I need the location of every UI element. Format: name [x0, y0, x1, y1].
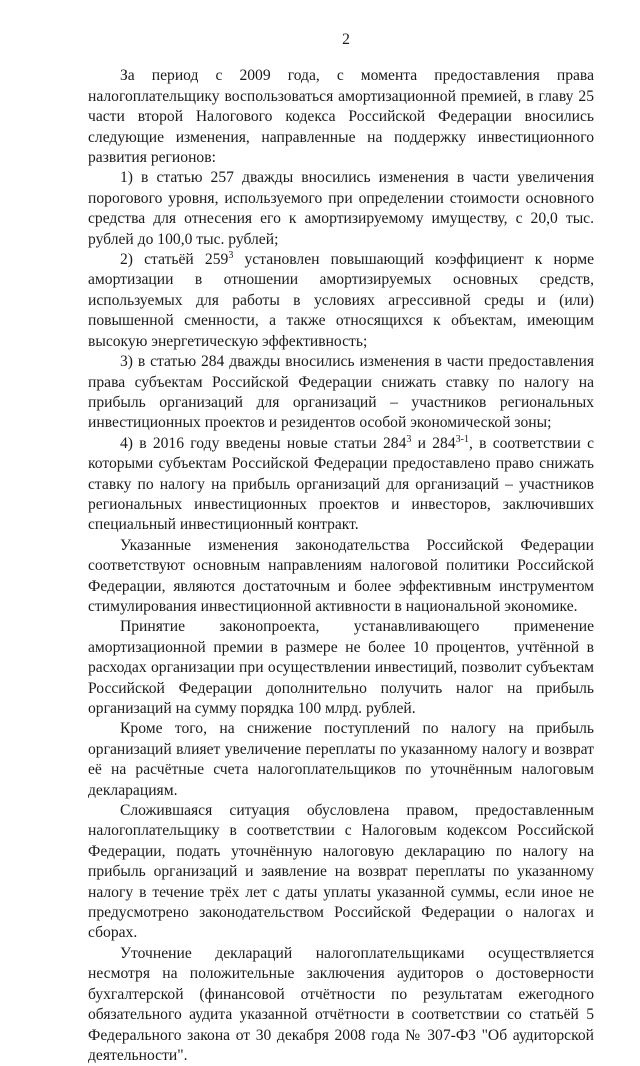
paragraph-situation: Сложившаяся ситуация обусловлена правом, предоставленным налогоплательщику в соответствии с Налоговым кодексом Российской Федерации, подать уточнённую налоговую декларацию по налогу на прибыль организаций и заявление на возврат переплаты по указанному налогу в течение трёх лет с даты уплаты указанной суммы, если иное не предусмотрено законодательством Российской Федерации о налогах и сборах.: [88, 802, 594, 942]
item-4-superscript-2: 3-1: [455, 433, 469, 445]
paragraph-item-3: 3) в статью 284 дважды вносились изменения в части предоставления права субъектам Российской Федерации снижать ставку по налогу на прибыль организаций для организаций – участников региональных инвестиционных проектов и резидентов особой экономической зоны;: [88, 353, 594, 432]
paragraph-bill-adoption: Принятие законопроекта, устанавливающего применение амортизационной премии в размере не более 10 процентов, учтённой в расходах организации при осуществлении инвестиций, позволит субъектам Российской Федерации дополнительно получить налог на прибыль организаций на сумму порядка 100 млрд. рублей.: [88, 618, 594, 717]
paragraph-item-4: [88, 434, 594, 536]
item-4-text-mid: и 284: [411, 434, 456, 452]
item-4-text-before: 4) в 2016 году введены новые статьи 284: [120, 434, 407, 452]
paragraph-overpayment: Кроме того, на снижение поступлений по налогу на прибыль организаций влияет увеличение переплаты по указанному налогу и возврат её на расчётные счета налогоплательщиков по уточнённым налоговым декларациям.: [88, 720, 594, 799]
paragraph-intro: За период с 2009 года, с момента предоставления права налогоплательщику воспользоваться амортизационной премией, в главу 25 части второй Налогового кодекса Российской Федерации вносились следующие изменения, направленные на поддержку инвестиционного развития регионов:: [88, 67, 594, 167]
item-2-text-after: установлен повышающий коэффициент к норме амортизации в отношении амортизируемых основных средств, используемых для работы в условиях агрессивной среды и (или) повышенной сменности, а также относящихся к объектам, имеющим высокую энергетическую эффективность;: [88, 251, 594, 350]
paragraph-legislation-changes: Указанные изменения законодательства Российской Федерации соответствуют основным направлениям налоговой политики Российской Федерации, являются достаточным и более эффективным инструментом стимулирования инвестиционной активности в национальной экономике.: [88, 536, 594, 615]
paragraph-item-2: [88, 250, 594, 352]
page-number: 2: [342, 31, 350, 48]
item-4-superscript-1: 3: [406, 433, 412, 445]
paragraph-item-1: 1) в статью 257 дважды вносились изменения в части увеличения порогового уровня, используемого при определении стоимости основного средства для отнесения его к амортизируемому имуществу, с 20,0 тыс. рублей до 100,0 тыс. рублей;: [88, 169, 594, 248]
item-4-text-after: , в соответствии с которыми субъектам Российской Федерации предоставлено право снижать ставку по налогу на прибыль организаций для организаций – участников региональных инвестиционных проектов и инвесторов, заключивших специальный инвестиционный контракт.: [88, 434, 594, 534]
paragraph-declarations: Уточнение деклараций налогоплательщиками осуществляется несмотря на положительные заключения аудиторов о достоверности бухгалтерской (финансовой отчётности по результатам ежегодного обязательного аудита указанной отчётности в соответствии со статьёй 5 Федерального закона от 30 декабря 2008 года № 307-ФЗ "Об аудиторской деятельности".: [88, 944, 594, 1064]
item-2-superscript: 3: [228, 250, 234, 262]
item-2-text-before: 2) статьёй 259: [120, 251, 229, 269]
